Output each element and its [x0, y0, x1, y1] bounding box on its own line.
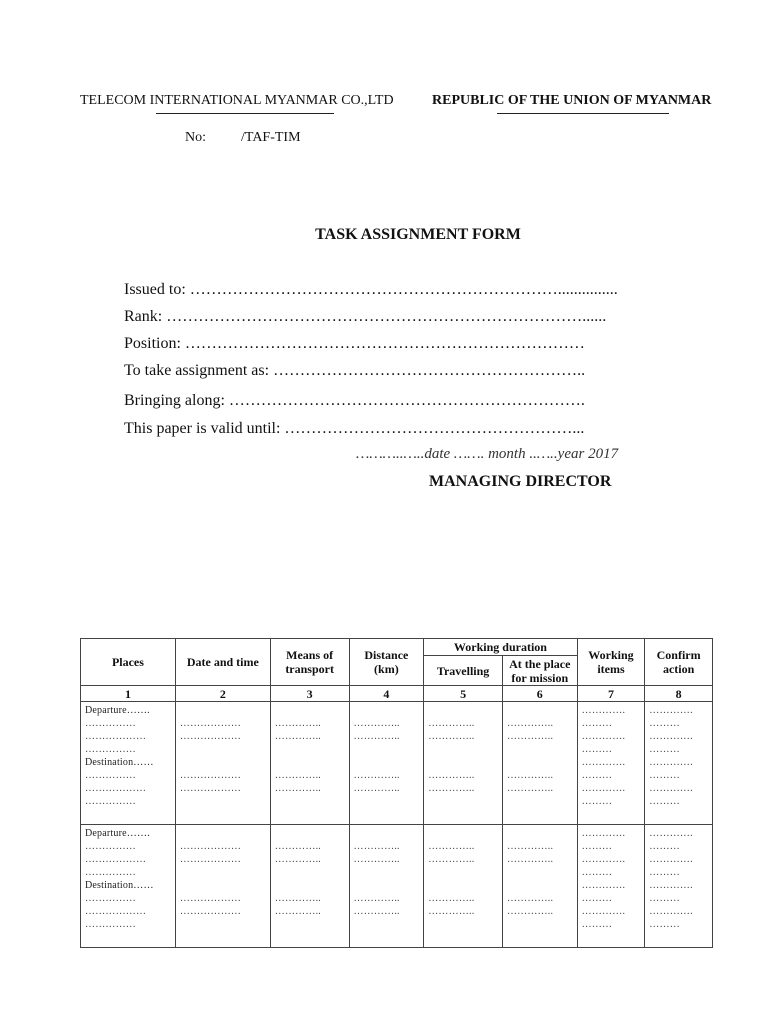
- at-place-cell[interactable]: [502, 702, 577, 825]
- col-number: 1: [81, 686, 176, 702]
- blank-line: ……………: [85, 919, 136, 930]
- number-row: [81, 686, 713, 702]
- working-items-cell[interactable]: [577, 825, 645, 948]
- blank-line: …………..: [353, 731, 400, 742]
- blank-line: …………..: [353, 841, 400, 852]
- blank-line: ………: [581, 893, 613, 904]
- field-issued-to[interactable]: Issued to: ……………………………………………………………...............: [124, 281, 618, 298]
- col-date-time: Date and time: [175, 639, 270, 686]
- blank-line: ………: [649, 893, 680, 904]
- blank-line: ………….: [581, 757, 626, 768]
- republic-underline: [497, 113, 669, 114]
- distance-cell[interactable]: [349, 825, 424, 948]
- blank-line: …………..: [506, 783, 554, 794]
- blank-line: ……………: [85, 841, 136, 852]
- republic-name: REPUBLIC OF THE UNION OF MYANMAR: [432, 93, 712, 108]
- col-number: 4: [349, 686, 424, 702]
- blank-line: ………….: [649, 854, 693, 865]
- blank-line: ……………: [85, 893, 136, 904]
- blank-line: …………..: [353, 783, 400, 794]
- signatory-title: MANAGING DIRECTOR: [429, 473, 612, 490]
- blank-line: …………..: [353, 854, 400, 865]
- blank-line: ……………: [85, 744, 136, 755]
- col-working-items: Working items: [577, 639, 645, 686]
- blank-line: ………: [649, 744, 680, 755]
- date-time-cell[interactable]: [175, 702, 270, 825]
- blank-line: …………..: [274, 906, 321, 917]
- reference-number-label: No:: [185, 130, 206, 145]
- blank-line: …………..: [353, 893, 400, 904]
- blank-line: ………………: [179, 783, 242, 794]
- blank-line: ………: [581, 841, 613, 852]
- blank-line: ………: [581, 867, 613, 878]
- blank-line: ………: [581, 919, 613, 930]
- blank-line: ………: [581, 744, 613, 755]
- means-cell[interactable]: [270, 702, 349, 825]
- blank-line: …………..: [506, 718, 554, 729]
- blank-line: …………..: [506, 841, 554, 852]
- departure-label: Departure…….: [85, 705, 150, 716]
- blank-line: ……………: [85, 867, 136, 878]
- blank-line: ………….: [649, 880, 693, 891]
- blank-line: …………..: [428, 906, 475, 917]
- blank-line: …………..: [353, 906, 400, 917]
- blank-line: ……………: [85, 770, 136, 781]
- table-row: [81, 825, 713, 948]
- blank-line: ………….: [649, 731, 693, 742]
- departure-label: Departure…….: [85, 828, 150, 839]
- destination-label: Destination……: [85, 880, 154, 891]
- blank-line: ………: [581, 796, 613, 807]
- col-distance: Distance (km): [349, 639, 424, 686]
- blank-line: ………: [649, 718, 680, 729]
- travelling-cell[interactable]: [424, 702, 503, 825]
- destination-label: Destination……: [85, 757, 154, 768]
- field-position[interactable]: Position: …………………………………………………………………: [124, 335, 585, 352]
- blank-line: …………..: [274, 841, 321, 852]
- travelling-cell[interactable]: [424, 825, 503, 948]
- blank-line: ……………: [85, 796, 136, 807]
- blank-line: ………: [649, 770, 680, 781]
- blank-line: ………….: [649, 828, 693, 839]
- blank-line: ………….: [649, 757, 693, 768]
- blank-line: ………: [649, 796, 680, 807]
- col-number: 8: [645, 686, 713, 702]
- col-travelling: Travelling: [424, 656, 503, 686]
- col-places: Places: [81, 639, 176, 686]
- working-items-cell[interactable]: [577, 702, 645, 825]
- blank-line: …………..: [506, 893, 554, 904]
- blank-line: ………….: [581, 854, 626, 865]
- field-bringing-along[interactable]: Bringing along: ………………………………………………………….: [124, 392, 585, 409]
- blank-line: ………………: [85, 906, 147, 917]
- company-underline: [156, 113, 334, 114]
- date-time-cell[interactable]: [175, 825, 270, 948]
- confirm-cell[interactable]: [645, 825, 713, 948]
- blank-line: …………..: [428, 841, 475, 852]
- blank-line: ………: [649, 919, 680, 930]
- col-number: 6: [502, 686, 577, 702]
- blank-line: ………….: [581, 880, 626, 891]
- blank-line: ………….: [581, 705, 626, 716]
- blank-line: …………..: [274, 718, 321, 729]
- field-rank[interactable]: Rank: ……………………………………………………………………......: [124, 308, 607, 325]
- blank-line: ………: [649, 867, 680, 878]
- blank-line: …………..: [428, 854, 475, 865]
- field-valid-until[interactable]: This paper is valid until: ………………………………………………...: [124, 420, 585, 437]
- date-line[interactable]: ………..…..date ……. month ..…..year 2017: [356, 446, 619, 462]
- blank-line: ………………: [179, 718, 242, 729]
- blank-line: ………………: [85, 731, 147, 742]
- table-row: [81, 702, 713, 825]
- form-title: TASK ASSIGNMENT FORM: [315, 226, 521, 243]
- blank-line: ………: [649, 841, 680, 852]
- col-number: 7: [577, 686, 645, 702]
- blank-line: …………..: [428, 731, 475, 742]
- blank-line: ………: [581, 718, 613, 729]
- blank-line: ………………: [179, 893, 242, 904]
- blank-line: ………: [581, 770, 613, 781]
- blank-line: …………..: [353, 718, 400, 729]
- blank-line: ………………: [179, 841, 242, 852]
- blank-line: …………..: [428, 718, 475, 729]
- blank-line: …………..: [506, 854, 554, 865]
- blank-line: …………..: [274, 854, 321, 865]
- blank-line: …………..: [274, 893, 321, 904]
- at-place-cell[interactable]: [502, 825, 577, 948]
- blank-line: ………………: [85, 854, 147, 865]
- blank-line: ………………: [179, 770, 242, 781]
- blank-line: ………………: [179, 731, 242, 742]
- col-at-place: At the place for mission: [502, 656, 577, 686]
- blank-line: …………..: [353, 770, 400, 781]
- col-means: Means of transport: [270, 639, 349, 686]
- confirm-cell[interactable]: [645, 702, 713, 825]
- blank-line: ………………: [179, 906, 242, 917]
- task-table: [80, 638, 713, 948]
- blank-line: ………………: [85, 783, 147, 794]
- means-cell[interactable]: [270, 825, 349, 948]
- blank-line: ………….: [581, 731, 626, 742]
- blank-line: …………..: [428, 893, 475, 904]
- blank-line: ………….: [649, 906, 693, 917]
- places-cell[interactable]: [81, 702, 176, 825]
- blank-line: ………….: [581, 906, 626, 917]
- col-working-duration: Working duration: [424, 639, 577, 656]
- blank-line: ……………: [85, 718, 136, 729]
- blank-line: ………………: [179, 854, 242, 865]
- blank-line: …………..: [506, 906, 554, 917]
- blank-line: ………….: [581, 783, 626, 794]
- blank-line: …………..: [274, 770, 321, 781]
- distance-cell[interactable]: [349, 702, 424, 825]
- col-number: 2: [175, 686, 270, 702]
- blank-line: …………..: [506, 770, 554, 781]
- company-name: TELECOM INTERNATIONAL MYANMAR CO.,LTD: [80, 93, 394, 108]
- field-assignment-as[interactable]: To take assignment as: …………………………………………………..: [124, 362, 586, 379]
- blank-line: …………..: [428, 783, 475, 794]
- blank-line: ………….: [649, 783, 693, 794]
- blank-line: …………..: [274, 731, 321, 742]
- blank-line: ………….: [649, 705, 693, 716]
- blank-line: …………..: [506, 731, 554, 742]
- reference-code: /TAF-TIM: [241, 130, 301, 145]
- blank-line: …………..: [274, 783, 321, 794]
- blank-line: …………..: [428, 770, 475, 781]
- blank-line: ………….: [581, 828, 626, 839]
- places-cell[interactable]: [81, 825, 176, 948]
- col-number: 3: [270, 686, 349, 702]
- col-number: 5: [424, 686, 503, 702]
- col-confirm: Confirm action: [645, 639, 713, 686]
